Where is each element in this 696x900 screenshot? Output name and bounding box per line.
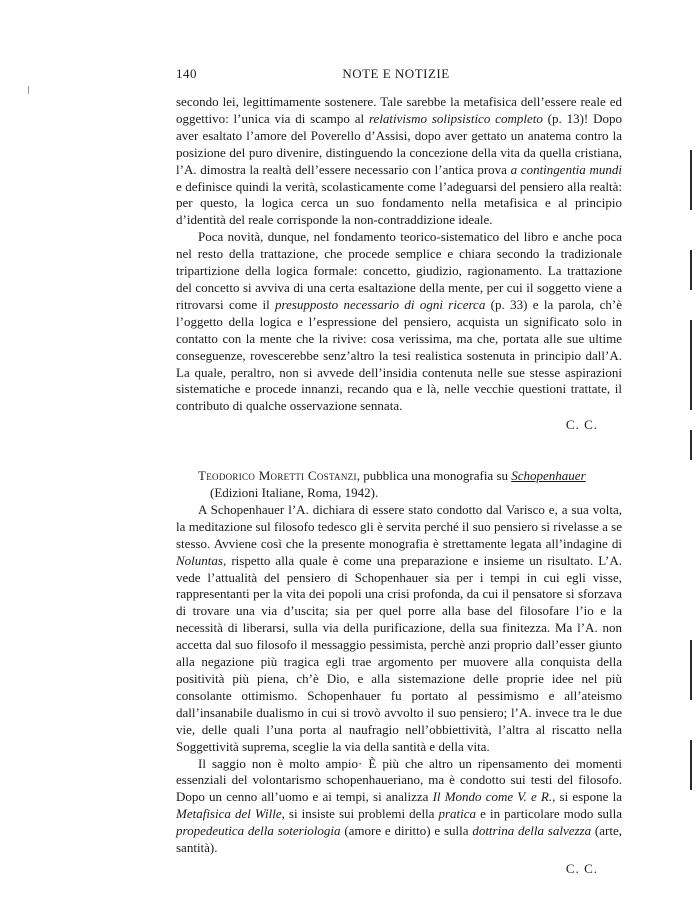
scan-mark [690,740,692,790]
page-number: 140 [176,66,197,81]
scan-mark [690,320,692,410]
text-run: e in particolare modo sulla [476,806,622,822]
italic-run: pratica [438,806,477,822]
review1-paragraph-1 [176,94,622,229]
italic-run: propedeutica della soteriologia [176,823,341,839]
text-run: (p. 13)! Dopo aver esaltato l’amore del Poverello d’Assisi, dopo aver gettato un anatema contro la posizione del puro divenire, distinguendo la concezione della vita da quella cristiana, l’A. dimostra la realtà dell’essere necessario con l’antica prova [176,110,622,177]
text-run: Poca novità, dunque, nel fondamento teorico-sistematico del libro e anche poca nel resto della trattazione, che procede semplice e chiara secondo la tradizionale tripartizione della logica formale: concetto, giudizio, ragionamento. La trattazione del concetto si avviva di una certa esaltazione della mente, per cui il soggetto viene a ritrovarsi come il [176,229,622,312]
review2-heading [176,468,622,502]
italic-run: Noluntas [176,552,223,568]
italic-run: a contingentia mundi [510,161,622,177]
text-run: , si espone la [552,789,622,805]
text-run: secondo lei, legittimamente sostenere. Tale sarebbe la metafisica dell’essere reale ed oggettivo: l’unica via di scampo al [176,94,622,126]
review2-publisher: (Edizioni Italiane, Roma, 1942). [210,485,379,501]
review2 [176,468,622,878]
italic-run: relativismo solipsistico completo [368,110,543,126]
text-run: (amore e diritto) e sulla [340,823,473,839]
body-text [176,94,622,878]
italic-run: Il Mondo come V. e R. [432,789,553,805]
scan-mark [690,430,692,460]
text-run: (p. 33) e la parola, ch’è l’oggetto della logica e l’espressione del pensiero, acquista un significato solo in contatto con la mente che la rivive: cosa verissima, ma che, portata alle sue ultime conseguenze, rovescerebbe senz’altro la tesi realistica sostenuta in principio dall’A. La quale, peraltro, non si avvede dell’insidia contenuta nelle sue stesse aspirazioni sistematiche e procede innanzi, recando qua e là, nelle vecchie questioni trattate, il contributo di qualche osservazione sennata. [176,296,622,414]
review2-paragraph-1 [176,502,622,756]
text-run: e definisce quindi la verità, scolasticamente come l’adeguarsi del pensiero alla realtà: per questo, la logica cerca un suo fondamento nella metafisica e al principio d’identità del reale corrisponde la non-contraddizione ideale. [176,178,622,228]
review1-signature: C. C. [565,417,598,433]
text-run: Il saggio non è molto ampio· È più che altro un ripensamento dei momenti essenziali del volontarismo schopenhaueriano, ma è condotto sui testi del filosofo. Dopo un cenno all’uomo e ai tempi, si analizza [176,755,622,805]
running-title: NOTE E NOTIZIE [342,66,450,81]
scan-mark [28,86,29,94]
italic-run: dottrina della salvezza [472,823,592,839]
text-run: , rispetto alla quale è come una preparazione e insieme un risultato. L’A. vede l’attualità del pensiero di Schopenhauer sia per i tempi in cui egli visse, rappresentanti per la vita dei popoli una crisi profonda, da cui il pensatore si sforzava di trovare una via d’uscita; sia per quel porre alla base del filosofare l’io e la necessità di liberarsi, sulla via della purificazione, della sua finitezza. Ma l’A. non accetta dal suo filosofo il messaggio pessimista, perchè anzi proprio dall’esser giunto alla negazione più tragica egli trae argomento per muovere alla conquista della positività più piena, ch’è Dio, e alla sistemazione delle proprie idee nel più consolante ottimismo. Schopenhauer fu portato al pessimismo e all’ateismo dall’insanabile dualismo in cui si trovò avvolto il suo pensiero; l’A. invece tra le due vie, delle quali l’una porta al naufragio nell’obbiettività, l’altra al riscatto nella Soggettività suprema, sceglie la via della santità e della vita. [176,552,622,754]
text-run: (arte, santità). [176,823,622,856]
text-run: , pubblica una monografia su [356,468,512,484]
italic-run: presupposto necessario di ogni ricerca [275,296,486,312]
review2-author: Teodorico Moretti Costanzi [198,468,357,484]
review2-subject: Schopenhauer [511,468,586,484]
scan-mark [690,150,692,210]
italic-run: Metafisica del Wille [176,806,282,822]
review2-paragraph-2 [176,756,622,857]
text-run: , si insiste sui problemi della [281,806,439,822]
text-run: A Schopenhauer l’A. dichiara di essere stato condotto dal Varisco e, a sua volta, la meditazione sul filosofo tedesco gli è servita perché il suo pensiero si rivelasse a se stesso. Avviene così che la presente monografia è strettamente legata all’indagine di [176,501,622,551]
review1-paragraph-2 [176,229,622,415]
scan-mark [690,640,692,700]
scan-mark [690,250,692,290]
review2-signature: C. C. [565,860,598,876]
